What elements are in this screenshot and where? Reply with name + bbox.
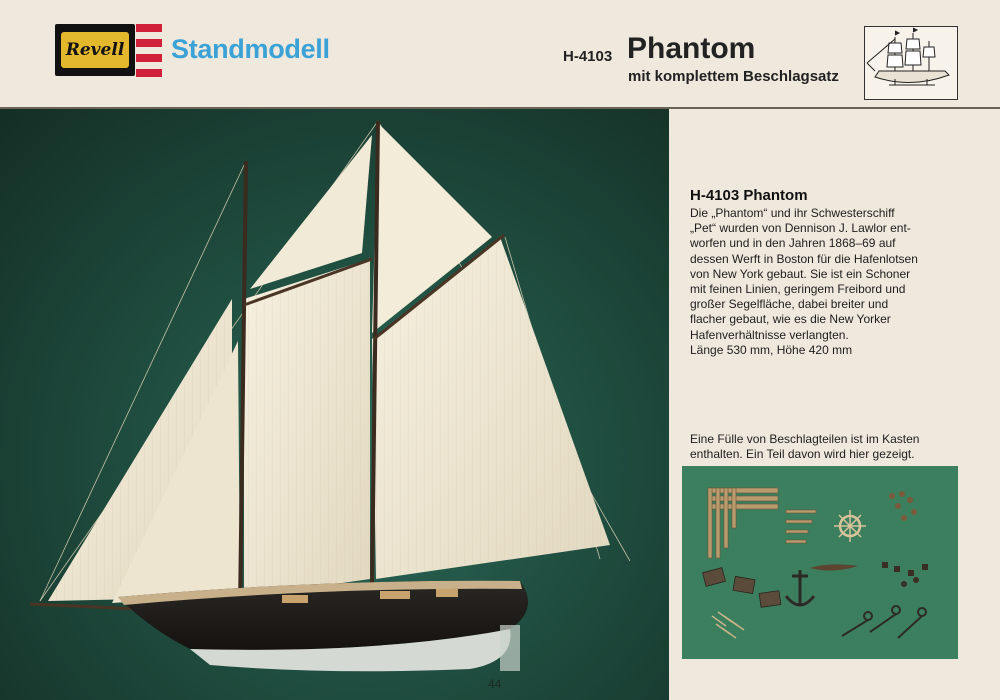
brand-title: Standmodell bbox=[171, 34, 330, 64]
fittings-photo bbox=[682, 466, 958, 659]
page-header bbox=[0, 0, 1000, 108]
model-code: H-4103 bbox=[563, 48, 613, 65]
description-line: Länge 530 mm, Höhe 420 mm bbox=[690, 342, 853, 357]
logo-text: Revell bbox=[65, 40, 125, 60]
description-line: Die „Phantom“ und ihr Schwesterschiff bbox=[690, 206, 895, 220]
model-subtitle: mit komplettem Beschlagsatz bbox=[628, 68, 839, 85]
description-line: dessen Werft in Boston für die Hafenlotsen bbox=[690, 251, 918, 266]
revell-logo bbox=[55, 24, 135, 76]
logo-stripes bbox=[136, 24, 162, 78]
fittings-parts-illustration bbox=[682, 466, 958, 659]
page-number: 44 bbox=[488, 677, 502, 691]
description-text bbox=[690, 206, 990, 358]
description-line: „Pet“ wurden von Dennison J. Lawlor ent- bbox=[690, 221, 911, 236]
description-line: Hafenverhältnisse verlangten. bbox=[690, 327, 849, 342]
description-title: H-4103 Phantom bbox=[690, 187, 808, 204]
description-line: worfen und in den Jahren 1868–69 auf bbox=[690, 236, 896, 251]
ship-thumbnail bbox=[864, 26, 958, 100]
schooner-model-illustration bbox=[0, 109, 669, 700]
description-line: mit feinen Linien, geringem Freibord und bbox=[690, 282, 906, 297]
description-line: von New York gebaut. Sie ist ein Schoner bbox=[690, 266, 911, 281]
caption-line: Eine Fülle von Beschlagteilen ist im Kasten bbox=[690, 432, 920, 446]
fittings-caption bbox=[690, 432, 990, 462]
main-photo bbox=[0, 109, 669, 700]
model-name: Phantom bbox=[627, 32, 756, 65]
description-line: flacher gebaut, wie es die New Yorker bbox=[690, 312, 891, 327]
description-line: großer Segelfläche, dabei breiter und bbox=[690, 297, 889, 312]
ship-drawing-icon bbox=[865, 27, 957, 99]
caption-line: enthalten. Ein Teil davon wird hier gezeigt. bbox=[690, 447, 915, 462]
